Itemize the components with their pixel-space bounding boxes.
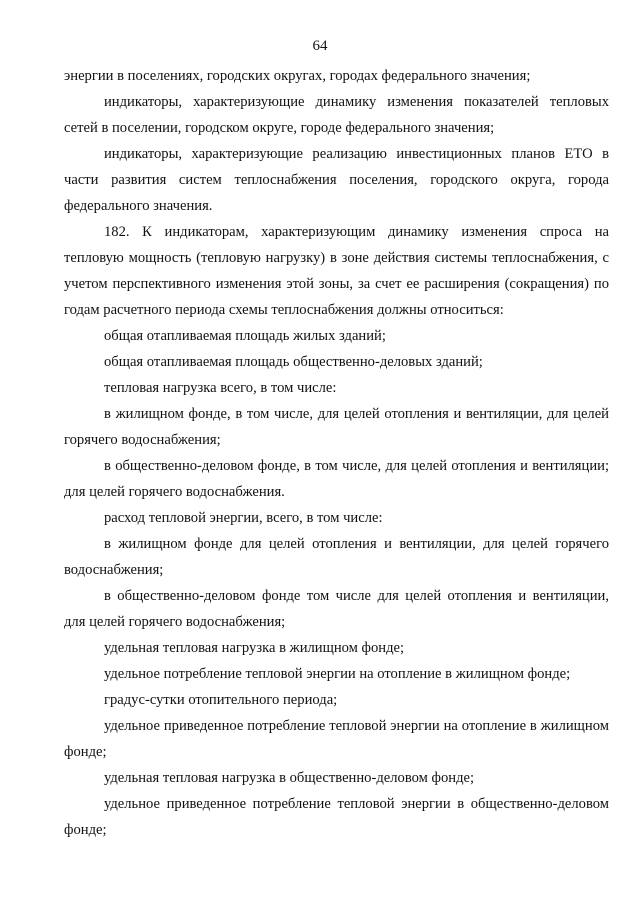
- paragraph: расход тепловой энергии, всего, в том числе:: [104, 510, 383, 526]
- page-number: 64: [312, 38, 328, 54]
- paragraph: индикаторы, характеризующие динамику изменения показателей тепловых сетей в поселении, городском округе, городе федерального значения;: [64, 94, 609, 136]
- paragraph: общая отапливаемая площадь жилых зданий;: [104, 328, 386, 344]
- paragraph: индикаторы, характеризующие реализацию инвестиционных планов ЕТО в части развития систем теплоснабжения поселения, городского округа, города федерального значения.: [64, 146, 609, 214]
- paragraph: тепловая нагрузка всего, в том числе:: [104, 380, 337, 396]
- paragraph: энергии в поселениях, городских округах, городах федерального значения;: [64, 68, 531, 84]
- paragraph: общая отапливаемая площадь общественно-деловых зданий;: [104, 354, 483, 370]
- paragraph: градус-сутки отопительного периода;: [104, 692, 338, 708]
- paragraph: удельная тепловая нагрузка в общественно-деловом фонде;: [104, 770, 475, 786]
- paragraph: удельное потребление тепловой энергии на отопление в жилищном фонде;: [104, 666, 571, 682]
- paragraph: удельное приведенное потребление тепловой энергии в общественно-деловом фонде;: [64, 796, 609, 838]
- page-body: [64, 63, 609, 843]
- paragraph: в жилищном фонде для целей отопления и вентиляции, для целей горячего водоснабжения;: [64, 536, 609, 578]
- paragraph: удельная тепловая нагрузка в жилищном фонде;: [104, 640, 405, 656]
- paragraph: в общественно-деловом фонде том числе для целей отопления и вентиляции, для целей горячего водоснабжения;: [64, 588, 609, 630]
- paragraph: в общественно-деловом фонде, в том числе, для целей отопления и вентиляции; для целей горячего водоснабжения.: [64, 458, 609, 500]
- paragraph: удельное приведенное потребление тепловой энергии на отопление в жилищном фонде;: [64, 718, 609, 760]
- paragraph: в жилищном фонде, в том числе, для целей отопления и вентиляции, для целей горячего водоснабжения;: [64, 406, 609, 448]
- paragraph: 182. К индикаторам, характеризующим динамику изменения спроса на тепловую мощность (тепловую нагрузку) в зоне действия системы теплоснабжения, с учетом перспективного изменения этой зоны, за счет ее расширения (сокращения) по годам расчетного периода схемы теплоснабжения должны относиться:: [64, 224, 609, 318]
